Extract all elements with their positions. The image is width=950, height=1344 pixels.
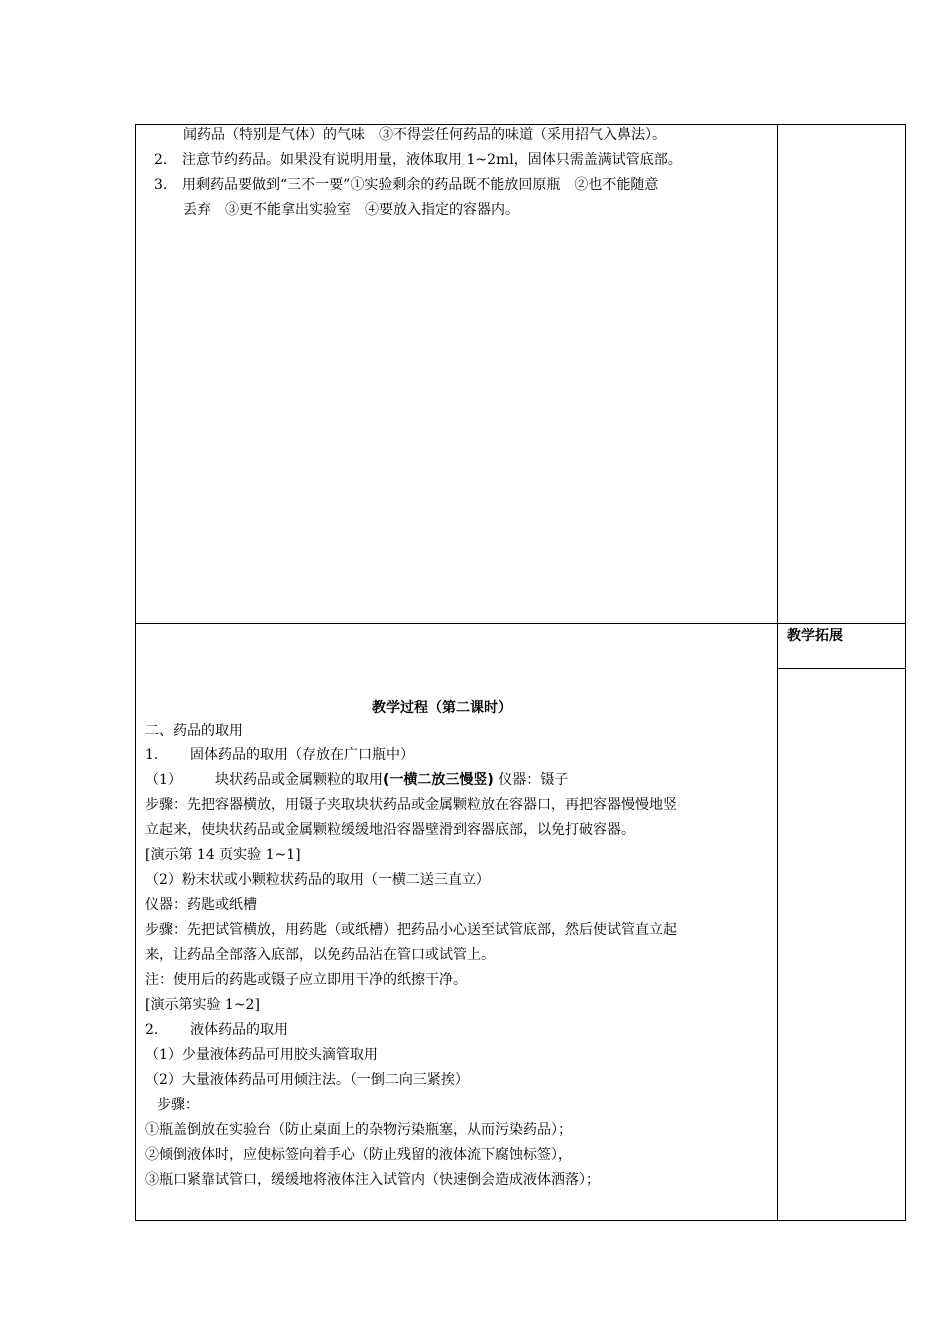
steps-label: 步骤： <box>157 1097 199 1113</box>
section-heading: 二、药品的取用 <box>145 723 243 739</box>
step-1-a: 步骤：先把容器横放，用镊子夹取块状药品或金属颗粒放在容器口，再把容器慢慢地竖 <box>145 797 677 813</box>
point-text: 液体药品的取用 <box>190 1022 288 1038</box>
demo-2: [演示第实验 1~2] <box>145 997 260 1013</box>
upper-line-1: 闻药品（特别是气体）的气味 ③不得尝任何药品的味道（采用招气入鼻法）。 <box>183 127 666 143</box>
step-2-a: 步骤：先把试管横放，用药匙（或纸槽）把药品小心送至试管底部，然后使试管直立起 <box>145 922 677 938</box>
item-number: 3． <box>154 177 177 193</box>
note: 注：使用后的药匙或镊子应立即用干净的纸擦干净。 <box>145 972 467 988</box>
step-item-2: ②倾倒液体时，应使标签向着手心（防止残留的液体流下腐蚀标签）， <box>145 1147 572 1163</box>
side-heading: 教学拓展 <box>787 628 843 644</box>
sub-number: （1） <box>145 772 182 788</box>
upper-item-2 <box>154 151 682 169</box>
demo-1: [演示第 14 页实验 1~1] <box>145 847 301 863</box>
step-item-3: ③瓶口紧靠试管口，缓缓地将液体注入试管内（快速倒会造成液体洒落）； <box>145 1172 600 1188</box>
item-text: 用剩药品要做到“三不一要”①实验剩余的药品既不能放回原瓶 ②也不能随意 <box>182 177 659 193</box>
upper-item-3-continued: 丢弃 ③更不能拿出实验室 ④要放入指定的容器内。 <box>183 202 519 218</box>
point-1-2: （2）粉末状或小颗粒状药品的取用（一横二送三直立） <box>145 872 490 888</box>
upper-item-3 <box>154 176 658 194</box>
item-text: 注意节约药品。如果没有说明用量，液体取用 1~2ml，固体只需盖满试管底部。 <box>182 152 682 168</box>
sub-text: 块状药品或金属颗粒的取用 <box>215 772 383 788</box>
step-1-b: 立起来，使块状药品或金属颗粒缓缓地沿容器壁滑到容器底部，以免打破容器。 <box>145 822 635 838</box>
point-2-2: （2）大量液体药品可用倾注法。（一倒二向三紧挨） <box>145 1072 469 1088</box>
instrument-2: 仪器：药匙或纸槽 <box>145 897 257 913</box>
instrument-text: 仪器：镊子 <box>493 772 569 788</box>
section-title: 教学过程（第二课时） <box>372 700 512 716</box>
step-2-b: 来，让药品全部落入底部，以免药品沾在管口或试管上。 <box>145 947 495 963</box>
point-number: 1． <box>145 747 168 763</box>
step-item-1: ①瓶盖倒放在实验台（防止桌面上的杂物污染瓶塞，从而污染药品）； <box>145 1122 572 1138</box>
point-1 <box>145 746 414 764</box>
point-number: 2． <box>145 1022 168 1038</box>
item-number: 2． <box>154 152 177 168</box>
row-divider <box>135 623 906 624</box>
point-2-1: （1）少量液体药品可用胶头滴管取用 <box>145 1047 378 1063</box>
mnemonic: (一横二放三慢竖) <box>383 772 494 788</box>
point-text: 固体药品的取用（存放在广口瓶中） <box>190 747 414 763</box>
column-divider <box>777 124 778 1221</box>
point-1-1 <box>145 771 568 789</box>
side-heading-divider <box>777 668 906 669</box>
point-2 <box>145 1021 288 1039</box>
